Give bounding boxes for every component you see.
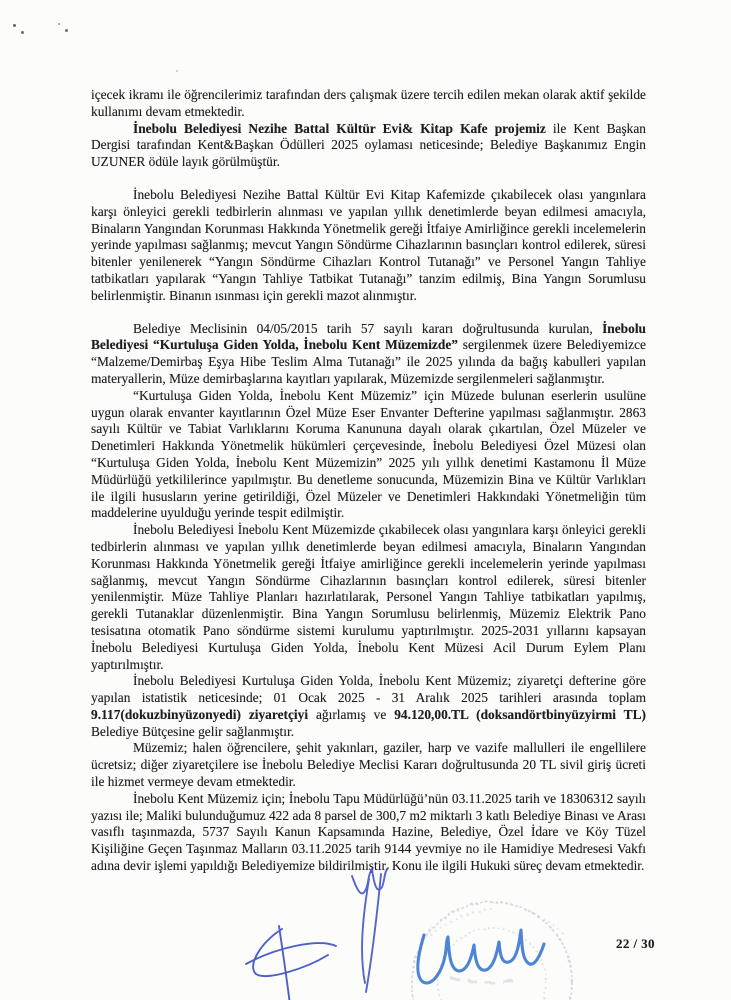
paragraph-segment-bold: İnebolu Belediyesi Nezihe Battal Kültür Evi& Kitap Kafe projemiz — [133, 120, 546, 136]
paragraph-segment-bold: 9.117(dokuzbinyüzonyedi) ziyaretçiyi — [91, 706, 309, 722]
paragraph — [91, 522, 646, 673]
paragraph-segment-bold: 94.120,00.TL (doksandörtbinyüzyirmi TL) — [394, 706, 646, 722]
paragraph-segment: içecek ikramı ile öğrencilerimiz tarafından ders çalışmak üzere tercih edilen mekan olarak aktif şekilde kullanımı devam etmektedir. — [91, 87, 646, 119]
paragraph-segment: ile Kent Başkan Dergisi tarafından Kent&Başkan Ödülleri 2025 oylaması neticesinde; Belediye Başkanımız Engin UZUNER ödüle layık görülmüştür. — [91, 120, 646, 170]
paragraph-segment: Belediye Meclisinin 04/05/2015 tarih 57 sayılı kararı doğrultusunda kurulan, — [133, 320, 603, 336]
page-number: 22 / 30 — [616, 936, 655, 951]
paragraph — [91, 187, 646, 305]
paragraph-segment: İnebolu Belediyesi Nezihe Battal Kültür Evi Kitap Kafemizde çıkabilecek olası yangınlara karşı önleyici gerekli tedbirlerin alınması ve yapılan yıllık denetimlerde beyan edilmesi amacıyla, Binaların Yangından Korunması Hakkında Yönetmelik gereği İtfaiye Amirliğince gerekli incelemelerin yerinde yapılması sağlanmış; mevcut Yangın Söndürme Cihazlarının basınçları kontrol edilerek, süresi bitenler yenilenerek “Yangın Söndürme Cihazları Kontrol Tutanağı” ve Personel Yangın Tahliye tatbikatları yapılarak “Yangın Tahliye Tatbikat Tutanağı” tanzim edilmiş, Bina Yangın Sorumlusu belirlenmiştir. Binanın ısınması için gerekli mazot alınmıştır. — [91, 186, 646, 303]
paragraph-segment: Müzemiz; halen öğrencilere, şehit yakınları, gaziler, harp ve vazife mallulleri ile engellilere ücretsiz; diğer ziyaretçilere ise İnebolu Belediye Meclisi Kararı doğrultusunda 20 TL sivil giriş ücreti ile hizmet vermeye devam etmektedir. — [91, 740, 646, 790]
official-stamp — [412, 902, 572, 1000]
paragraph — [91, 740, 646, 790]
paragraph-segment: İnebolu Belediyesi İnebolu Kent Müzemizde çıkabilecek olası yangınlara karşı önleyici gerekli tedbirlerin alınması ve yapılan yıllık denetimlerde beyan edilmesi amacıyla, Binaların Yangından Korunması Hakkında Yönetmelik gereği İtfaiye amirliğince gerekli incelemelerin yerinde yapılması sağlanmış, mevcut Yangın Söndürme Cihazlarının basınçları kontrol edilerek, süresi bitenler yenilenmiştir. Müze Tahliye Planları hazırlatılarak, Personel Yangın Tahliye tatbikatları yapılmış, gerekli Tutanaklar düzenlenmiştir. Bina Yangın Sorumlusu belirlenmiş, Müzemiz Elektrik Pano tesisatına otomatik Pano söndürme sistemi kurulumu yaptırılmıştır. 2025-2031 yıllarını kapsayan İnebolu Belediyesi Kurtuluşa Giden Yolda, İnebolu Kent Müzesi Acil Durum Eylem Planı yaptırılmıştır. — [91, 522, 646, 672]
paragraph — [91, 87, 646, 121]
scan-speckle — [176, 70, 178, 72]
paragraph — [91, 321, 646, 388]
paragraph — [91, 791, 646, 875]
paragraph-segment: “Kurtuluşa Giden Yolda, İnebolu Kent Müzemiz” için Müzede bulunan eserlerin usulüne uygun olarak envanter kayıtlarının Özel Müze Eser Envanter Defterine yapılması sağlanmıştır. 2863 sayılı Kültür ve Tabiat Varlıklarını Koruma Kanununa dayalı olarak çıkartılan, Özel Müzeler ve Denetimleri Hakkında Yönetmelik hükümleri çerçevesinde, İnebolu Belediyesi Özel Müzesi olan “Kurtuluşa Giden Yolda, İnebolu Kent Müzemizin” 2025 yılı yıllık denetimi Kastamonu İl Müze Müdürlüğü yetkililerince yapılmıştır. Bu denetleme sonucunda, Müzemizin Bina ve Kültür Varlıkları ile ilgili hususların yerine getirildiği, Özel Müzeler ve Denetimleri Hakkındaki Yönetmeliğin tüm maddelerine uyulduğu yerinde tespit edilmiştir. — [91, 387, 646, 521]
scan-speckle — [58, 23, 60, 25]
paragraph — [91, 121, 646, 171]
paragraph-segment: İnebolu Belediyesi Kurtuluşa Giden Yolda, İnebolu Kent Müzemiz; ziyaretçi defterine göre yapılan istatistik neticesinde; 01 Ocak 2025 - 31 Aralık 2025 tarihleri arasında toplam — [91, 673, 646, 706]
scan-speckle — [13, 24, 16, 27]
paragraph — [91, 388, 646, 522]
signature-ink-right — [418, 930, 544, 983]
signature-ink-left — [246, 926, 336, 1000]
scan-speckle — [21, 31, 24, 34]
document-body — [91, 87, 646, 875]
scan-speckle — [65, 29, 68, 32]
paragraph-segment: ağırlamış ve — [308, 706, 395, 722]
paragraph-segment: Belediye Bütçesine gelir sağlanmıştır. — [91, 723, 295, 739]
paragraph — [91, 673, 646, 740]
paragraph-segment: İnebolu Kent Müzemiz için; İnebolu Tapu Müdürlüğü’nün 03.11.2025 tarih ve 18306312 sayılı yazısı ile; Maliki bulunduğumuz 422 ada 8 parsel de 300,7 m2 miktarlı 3 katlı Belediye Binası ve Arası vasıflı taşınmazda, 5737 Sayılı Kanun Kapsamında Hazine, Belediye, Özel İdare ve Köy Tüzel Kişiliğine Geçen Taşınmaz Malların 03.11.2025 tarih 9144 yevmiye no ile Hamidiye Medresesi Vakfı adına devir işlemi yapıldığı Belediyemize bildirilmiştir. Konu ile ilgili Hukuki süreç devam etmektedir. — [91, 790, 646, 874]
paragraph-segment-bold: İnebolu Belediyesi “Kurtuluşa Giden Yolda, İnebolu Kent Müzemizde” — [91, 320, 646, 353]
paragraph-segment: sergilenmek üzere Belediyemizce “Malzeme/Demirbaş Eşya Hibe Teslim Alma Tutanağı” ile 2025 yılında da bağış kabulleri yapılan materyallerin, Müze demirbaşlarına kayıtları yapılarak, Müzemizde sergilenmeleri sağlanmıştır. — [91, 337, 647, 386]
signature-ink-middle — [352, 868, 388, 992]
